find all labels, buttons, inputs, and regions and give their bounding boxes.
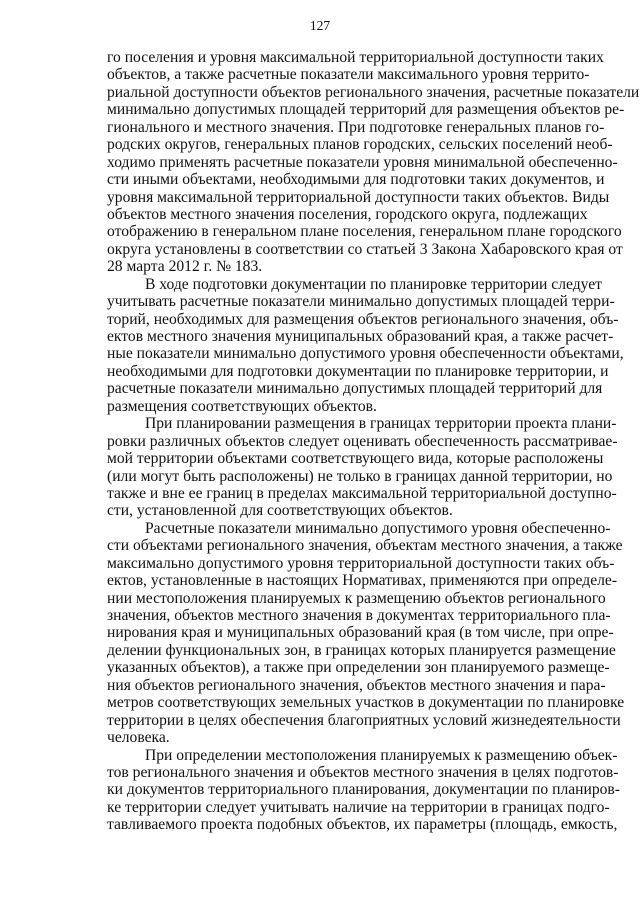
page-number: 127 <box>309 18 331 33</box>
text-line: значения, объектов местного значения в документах территориального пла- <box>107 607 611 624</box>
text-line: ные показатели минимально допустимого уровня обеспеченности объектами, <box>107 345 624 363</box>
paragraph <box>107 519 625 747</box>
text-line: расчетные показатели минимально допустимых площадей территорий для <box>107 380 603 398</box>
text-line: учитывать расчетные показатели минимально допустимых площадей терри- <box>107 293 615 311</box>
text-line: также и вне ее границ в пределах максимальной территориальной доступно- <box>107 484 617 502</box>
text-line: При планировании размещения в границах территории проекта плани- <box>145 415 617 433</box>
text-line: нирования края и муниципальных образований края (в том числе, при опре- <box>107 624 614 642</box>
text-line: ния объектов регионального значения, объектов местного значения и пара- <box>107 676 606 694</box>
text-line: родских округов, генеральных планов городских, сельских поселений необ- <box>107 136 613 154</box>
text-line: ровки различных объектов следует оценивать обеспеченность рассматривае- <box>107 432 618 450</box>
text-line: Расчетные показатели минимально допустимого уровня обеспеченно- <box>145 519 611 537</box>
text-line: минимально допустимых площадей территорий для размещения объектов ре- <box>107 101 625 119</box>
text-line: отображению в генеральном плане поселения, генеральном плане городского <box>107 223 622 241</box>
text-line: мой территории объектами соответствующего вида, которые расположены <box>107 450 604 468</box>
text-line: человека. <box>107 729 170 747</box>
text-line: риальной доступности объектов регионального значения, расчетные показатели <box>107 83 640 101</box>
paragraph <box>107 746 620 834</box>
document-body <box>107 49 640 834</box>
text-line: торий, необходимых для размещения объектов регионального значения, объ- <box>107 310 619 328</box>
text-line: тавливаемого проекта подобных объектов, их параметры (площадь, емкость, <box>107 816 618 834</box>
text-line: метров соответствующих земельных участков в документации по планировке <box>107 694 625 712</box>
text-line: При определении местоположения планируемых к размещению объек- <box>145 746 618 764</box>
paragraph <box>107 275 624 416</box>
text-line: указанных объектов), а также при определении зон планируемого размеще- <box>107 659 610 677</box>
text-line: необходимыми для подготовки документации по планировке территории, и <box>107 362 609 380</box>
text-line: В ходе подготовки документации по планировке территории следует <box>145 275 602 293</box>
text-line: объектов местного значения поселения, городского округа, подлежащих <box>107 205 588 223</box>
text-line: уровня максимальной территориальной доступности таких объектов. Виды <box>107 188 610 206</box>
text-line: ходимо применять расчетные показатели уровня минимальной обеспеченно- <box>107 153 618 171</box>
text-line: ектов, установленные в настоящих Нормативах, применяются при определе- <box>107 572 618 590</box>
text-line: (или могут быть расположены) не только в границах данной территории, но <box>107 467 613 485</box>
text-line: размещения соответствующих объектов. <box>107 397 377 415</box>
text-line: ки документов территориального планирования, документации по планиров- <box>107 781 620 799</box>
text-line: территории в целях обеспечения благоприятных условий жизнедеятельности <box>107 711 621 729</box>
text-line: гионального и местного значения. При подготовке генеральных планов го- <box>107 118 605 136</box>
text-line: округа установлены в соответствии со статьей 3 Закона Хабаровского края от <box>107 240 623 258</box>
text-line: сти, установленной для соответствующих объектов. <box>107 502 453 520</box>
text-line: тов регионального значения и объектов местного значения в целях подготов- <box>107 763 619 781</box>
text-line: делении функциональных зон, в границах которых планируется размещение <box>107 641 616 659</box>
text-line: ке территории следует учитывать наличие на территории в границах подго- <box>107 798 610 816</box>
text-line: 28 марта 2012 г. № 183. <box>107 258 263 276</box>
text-line: сти объектами регионального значения, объектам местного значения, а также <box>107 537 623 555</box>
text-line: объектов, а также расчетные показатели максимального уровня террито- <box>107 66 590 84</box>
text-line: сти иными объектами, необходимыми для подготовки таких документов, и <box>107 171 605 189</box>
text-line: нии местоположения планируемых к размещению объектов регионального <box>107 589 606 607</box>
text-line: го поселения и уровня максимальной территориальной доступности таких <box>107 49 604 66</box>
paragraph <box>107 415 618 520</box>
text-line: максимально допустимого уровня территориальной доступности таких объ- <box>107 554 615 572</box>
text-line: ектов местного значения муниципальных образований края, а также расчет- <box>107 328 614 345</box>
paragraph <box>107 49 640 276</box>
